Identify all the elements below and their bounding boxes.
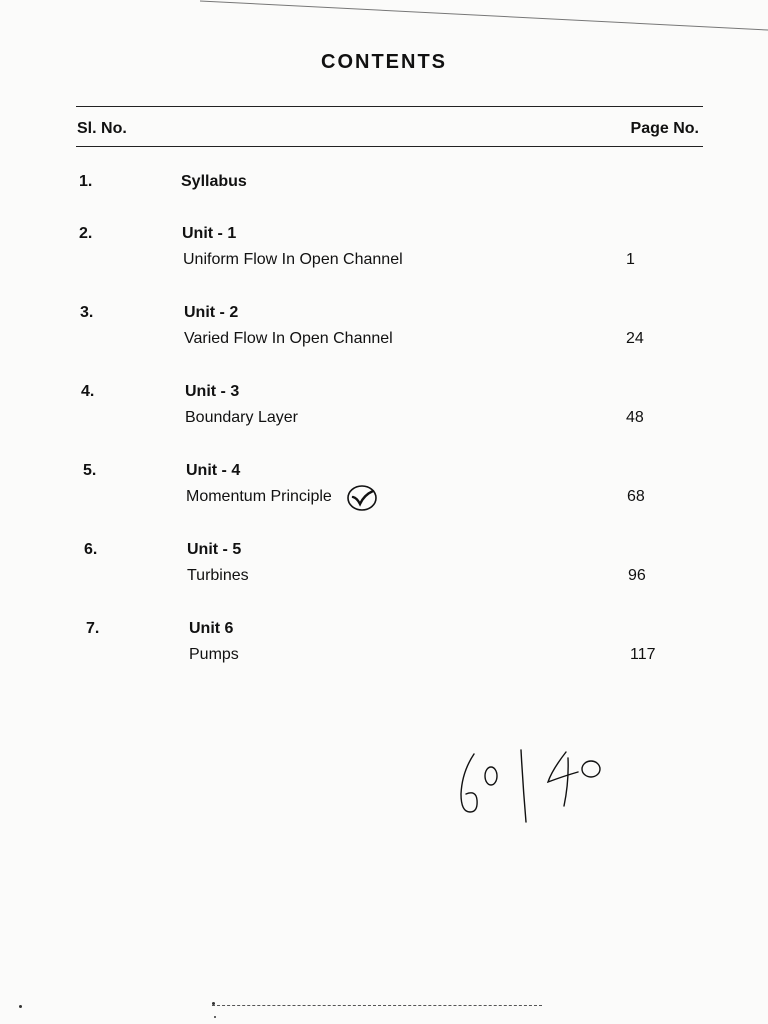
entry-topic: Pumps <box>189 646 239 663</box>
entry-page: 96 <box>628 567 646 584</box>
entry-page: 117 <box>630 646 656 663</box>
scan-speck <box>19 1005 22 1008</box>
column-header-sl-no: Sl. No. <box>77 120 127 137</box>
contents-entry-4 <box>0 383 768 439</box>
entry-page: 1 <box>626 251 635 268</box>
entry-number: 3. <box>80 304 94 321</box>
entry-number: 1. <box>79 173 93 190</box>
page-title: CONTENTS <box>321 51 447 73</box>
handwritten-note <box>448 742 618 832</box>
entry-page: 24 <box>626 330 644 347</box>
scan-speck <box>214 1016 216 1018</box>
entry-unit: Syllabus <box>181 173 247 190</box>
footer-dashed-line <box>212 1005 542 1006</box>
contents-entry-5 <box>0 462 768 518</box>
header-bottom-rule <box>76 146 703 147</box>
header-top-rule <box>76 106 703 107</box>
entry-unit: Unit - 2 <box>184 304 239 321</box>
column-header-page-no: Page No. <box>630 120 699 137</box>
entry-topic: Uniform Flow In Open Channel <box>183 251 403 268</box>
entry-topic: Turbines <box>187 567 249 584</box>
contents-entry-6 <box>0 541 768 597</box>
entry-unit: Unit - 1 <box>182 225 237 242</box>
entry-topic: Momentum Principle <box>186 488 332 505</box>
circled-check-icon <box>346 484 380 514</box>
entry-unit: Unit - 4 <box>186 462 241 479</box>
contents-entry-2 <box>0 225 768 281</box>
entry-page: 68 <box>627 488 645 505</box>
entry-unit: Unit 6 <box>189 620 234 637</box>
contents-entry-3 <box>0 304 768 360</box>
entry-unit: Unit - 3 <box>185 383 240 400</box>
entry-topic: Varied Flow In Open Channel <box>184 330 393 347</box>
entry-page: 48 <box>626 409 644 426</box>
entry-number: 7. <box>86 620 100 637</box>
contents-entry-1 <box>0 173 768 229</box>
entry-number: 4. <box>81 383 95 400</box>
entry-number: 5. <box>83 462 97 479</box>
entry-unit: Unit - 5 <box>187 541 242 558</box>
contents-entry-7 <box>0 620 768 676</box>
entry-number: 6. <box>84 541 98 558</box>
entry-topic: Boundary Layer <box>185 409 298 426</box>
entry-number: 2. <box>79 225 93 242</box>
scan-edge-line <box>200 0 768 40</box>
